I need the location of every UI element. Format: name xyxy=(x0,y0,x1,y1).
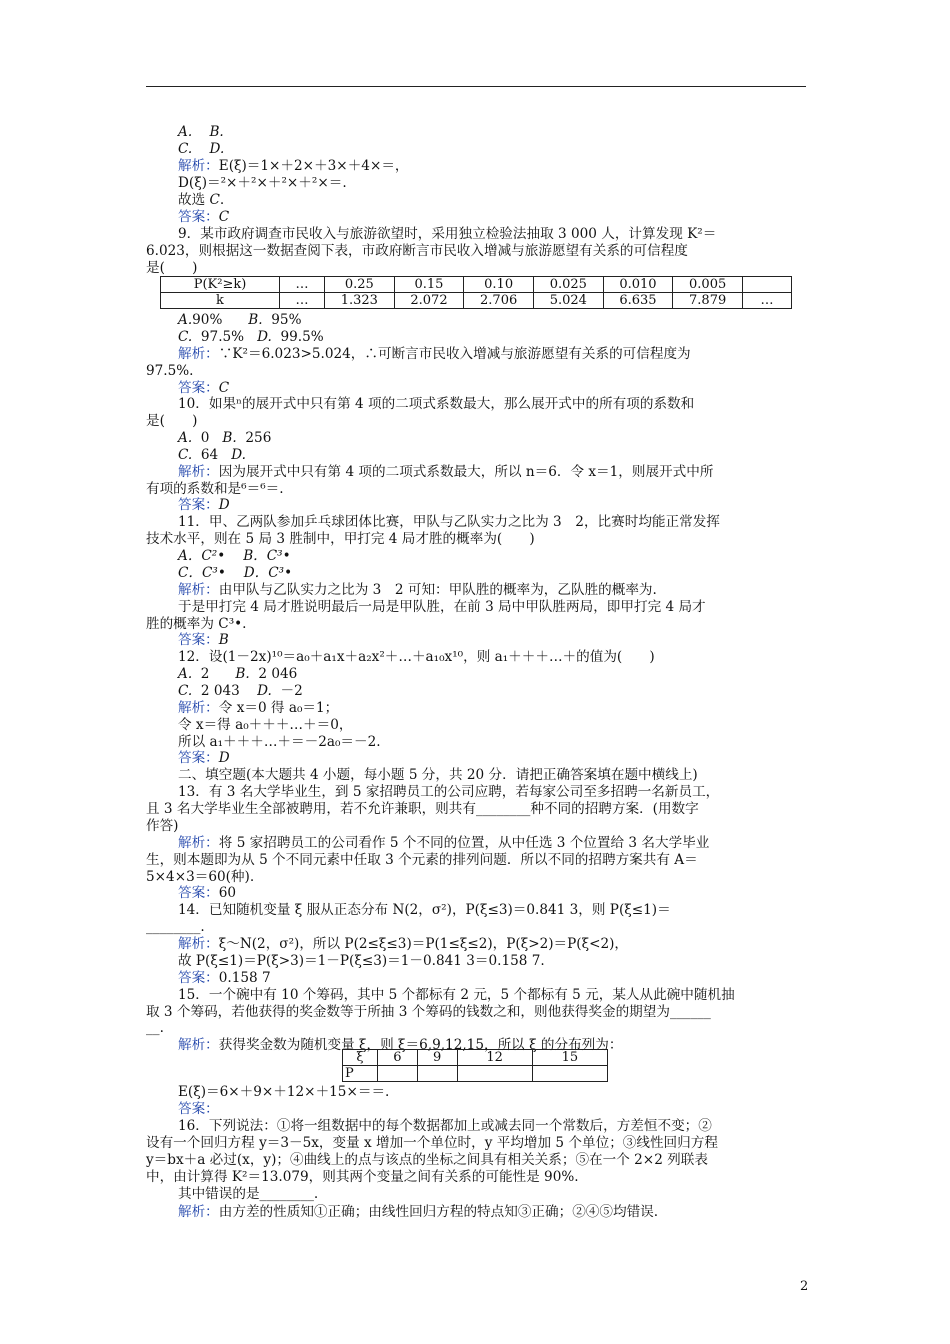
table-cell: ξ xyxy=(343,1050,378,1066)
q9-solution-1: 解析：∵K²＝6.023>5.024，∴可断言市民收入增减与旅游愿望有关系的可信程度为 xyxy=(178,346,691,362)
q15-stem-3: __. xyxy=(146,1020,164,1036)
q8-options-cd: C. D. xyxy=(178,141,225,157)
table-row xyxy=(343,1066,608,1082)
table-cell: 6.635 xyxy=(603,293,673,309)
q11-options-ab: A．C²• B．C³• xyxy=(178,548,291,564)
table-cell: 0.025 xyxy=(533,277,603,293)
q12-stem: 12．设(1－2x)¹⁰＝a₀＋a₁x＋a₂x²＋…＋a₁₀x¹⁰，则 a₁＋＋＋…＋的值为( ) xyxy=(178,649,655,665)
q9-stem-1: 9．某市政府调查市民收入与旅游欲望时，采用独立检验法抽取 3 000 人，计算发现 K²＝ xyxy=(178,226,717,242)
q16-solution-1: 解析：由方差的性质知①正确；由线性回归方程的特点知③正确；②④⑤均错误. xyxy=(178,1204,659,1220)
table-row xyxy=(161,293,792,309)
q9-options-ab: A.90% B. 95% xyxy=(178,312,302,328)
q13-solution-2: 生，则本题即为从 5 个不同元素中任取 3 个元素的排列问题．所以不同的招聘方案共有 A＝ xyxy=(146,852,698,868)
table-cell xyxy=(532,1066,607,1082)
table-row xyxy=(343,1050,608,1066)
q9-critical-value-table xyxy=(160,276,792,309)
table-cell: 1.323 xyxy=(325,293,395,309)
header-rule xyxy=(146,86,806,87)
table-cell xyxy=(417,1066,457,1082)
q12-solution-3: 所以 a₁＋＋＋…＋＝－2a₀＝－2. xyxy=(178,734,381,750)
table-cell xyxy=(743,277,792,293)
q13-answer: 答案：60 xyxy=(178,885,237,901)
q12-options-ab: A. 2 B. 2 046 xyxy=(178,666,298,682)
q10-answer: 答案：D xyxy=(178,497,230,513)
q12-options-cd: C. 2 043 D. －2 xyxy=(178,683,303,699)
table-cell: 5.024 xyxy=(533,293,603,309)
q9-solution-2: 97.5%. xyxy=(146,363,194,379)
page-number: 2 xyxy=(800,1279,809,1294)
q15-distribution-table xyxy=(342,1049,608,1082)
q14-solution-1: 解析：ξ～N(2，σ²)，所以 P(2≤ξ≤3)＝P(1≤ξ≤2)，P(ξ>2)＝P(ξ<2)， xyxy=(178,936,629,952)
q15-stem-2: 取 3 个筹码，若他获得的奖金数等于所抽 3 个筹码的钱数之和，则他获得奖金的期望为______ xyxy=(146,1004,711,1020)
table-cell: P xyxy=(343,1066,378,1082)
q12-answer: 答案：D xyxy=(178,750,230,766)
q8-solution-3: 故选 C. xyxy=(178,192,225,208)
q9-stem-2: 6.023，则根据这一数据查阅下表，市政府断言市民收入增减与旅游愿望有关系的可信程度 xyxy=(146,243,688,259)
q10-options-ab: A. 0 B. 256 xyxy=(178,430,272,446)
q13-stem-1: 13．有 3 名大学毕业生，到 5 家招聘员工的公司应聘，若每家公司至多招聘一名新员工， xyxy=(178,784,720,800)
table-cell: 0.15 xyxy=(394,277,464,293)
q16-stem-3: y＝bx＋a 必过(x，y)；④曲线上的点与该点的坐标之间具有相关关系；⑤在一个 2×2 列联表 xyxy=(146,1152,708,1168)
table-cell: … xyxy=(280,293,325,309)
q10-solution-2: 有项的系数和是⁶＝⁶＝. xyxy=(146,481,284,497)
q15-answer: 答案： xyxy=(178,1101,219,1117)
q10-options-cd: C. 64 D. xyxy=(178,447,246,463)
table-cell: 6 xyxy=(378,1050,418,1066)
q8-solution-2: D(ξ)＝²×＋²×＋²×＋²×＝. xyxy=(178,175,347,191)
table-cell: 7.879 xyxy=(673,293,743,309)
table-cell: 0.25 xyxy=(325,277,395,293)
table-cell: 9 xyxy=(417,1050,457,1066)
q14-answer: 答案：0.158 7 xyxy=(178,970,271,986)
table-cell: … xyxy=(280,277,325,293)
q13-stem-3: 作答) xyxy=(146,818,179,834)
q13-stem-2: 且 3 名大学毕业生全部被聘用，若不允许兼职，则共有________种不同的招聘方案．(用数字 xyxy=(146,801,699,817)
q11-options-cd: C．C³• D．C³• xyxy=(178,565,293,581)
q13-solution-3: 5×4×3＝60(种). xyxy=(146,869,255,885)
q10-solution-1: 解析：因为展开式中只有第 4 项的二项式系数最大，所以 n＝6．令 x＝1，则展开式中所 xyxy=(178,464,714,480)
table-cell: 12 xyxy=(457,1050,532,1066)
q14-stem-2: ________. xyxy=(146,919,205,935)
table-cell: 2.072 xyxy=(394,293,464,309)
q8-solution-1: 解析：E(ξ)＝1×＋2×＋3×＋4×＝， xyxy=(178,158,409,174)
table-cell: 2.706 xyxy=(464,293,534,309)
table-cell xyxy=(378,1066,418,1082)
section-heading: 二、填空题(本大题共 4 小题，每小题 5 分，共 20 分．请把正确答案填在题中横线上) xyxy=(178,767,698,783)
q11-solution-2: 于是甲打完 4 局才胜说明最后一局是甲队胜，在前 3 局中甲队胜两局，即甲打完 4 局才 xyxy=(178,599,706,615)
q11-answer: 答案：B xyxy=(178,632,229,648)
q8-options-ab: A. B. xyxy=(178,124,224,140)
q10-stem-2: 是( ) xyxy=(146,413,198,429)
table-cell xyxy=(457,1066,532,1082)
table-cell: 0.010 xyxy=(603,277,673,293)
q15-solution-1: 解析：获得奖金数为随机变量 ξ，则 ξ＝6,9,12,15，所以 ξ 的分布列为： xyxy=(178,1037,623,1053)
q11-stem-2: 技术水平，则在 5 局 3 胜制中，甲打完 4 局才胜的概率为( ) xyxy=(146,531,535,547)
q11-stem-1: 11．甲、乙两队参加乒乓球团体比赛，甲队与乙队实力之比为 3 2，比赛时均能正常发挥 xyxy=(178,514,720,530)
q16-stem-4: 中，由计算得 K²＝13.079，则其两个变量之间有关系的可能性是 90%. xyxy=(146,1169,579,1185)
q16-stem-1: 16．下列说法：①将一组数据中的每个数据都加上或减去同一个常数后，方差恒不变；② xyxy=(178,1118,712,1134)
table-cell: P(K²≥k) xyxy=(161,277,280,293)
q11-solution-3: 胜的概率为 C³•. xyxy=(146,616,247,632)
q15-stem-1: 15．一个碗中有 10 个筹码，其中 5 个都标有 2 元，5 个都标有 5 元，某人从此碗中随机抽 xyxy=(178,987,735,1003)
q9-options-cd: C. 97.5% D. 99.5% xyxy=(178,329,324,345)
q9-answer: 答案：C xyxy=(178,380,230,396)
q12-solution-1: 解析：令 x＝0 得 a₀＝1； xyxy=(178,700,339,716)
table-cell: 0.005 xyxy=(673,277,743,293)
table-cell: 15 xyxy=(532,1050,607,1066)
q9-stem-3: 是( ) xyxy=(146,260,198,276)
table-cell: … xyxy=(743,293,792,309)
table-cell: k xyxy=(161,293,280,309)
q13-solution-1: 解析：将 5 家招聘员工的公司看作 5 个不同的位置，从中任选 3 个位置给 3 名大学毕业 xyxy=(178,835,710,851)
q14-solution-2: 故 P(ξ≤1)＝P(ξ>3)＝1－P(ξ≤3)＝1－0.841 3＝0.158 7. xyxy=(178,953,545,969)
q16-stem-5: 其中错误的是________. xyxy=(178,1186,319,1202)
q15-solution-2: E(ξ)＝6×＋9×＋12×＋15×＝＝. xyxy=(178,1084,390,1100)
table-cell: 0.10 xyxy=(464,277,534,293)
q14-stem-1: 14．已知随机变量 ξ 服从正态分布 N(2，σ²)，P(ξ≤3)＝0.841 3，则 P(ξ≤1)＝ xyxy=(178,902,671,918)
q16-stem-2: 设有一个回归方程 y＝3－5x，变量 x 增加一个单位时，y 平均增加 5 个单位；③线性回归方程 xyxy=(146,1135,718,1151)
q8-answer: 答案：C xyxy=(178,209,230,225)
q11-solution-1: 解析：由甲队与乙队实力之比为 3 2 可知：甲队胜的概率为，乙队胜的概率为. xyxy=(178,582,657,598)
table-row xyxy=(161,277,792,293)
q12-solution-2: 令 x＝得 a₀＋＋＋…＋＝0， xyxy=(178,717,353,733)
q10-stem-1: 10．如果ⁿ的展开式中只有第 4 项的二项式系数最大，那么展开式中的所有项的系数和 xyxy=(178,396,695,412)
